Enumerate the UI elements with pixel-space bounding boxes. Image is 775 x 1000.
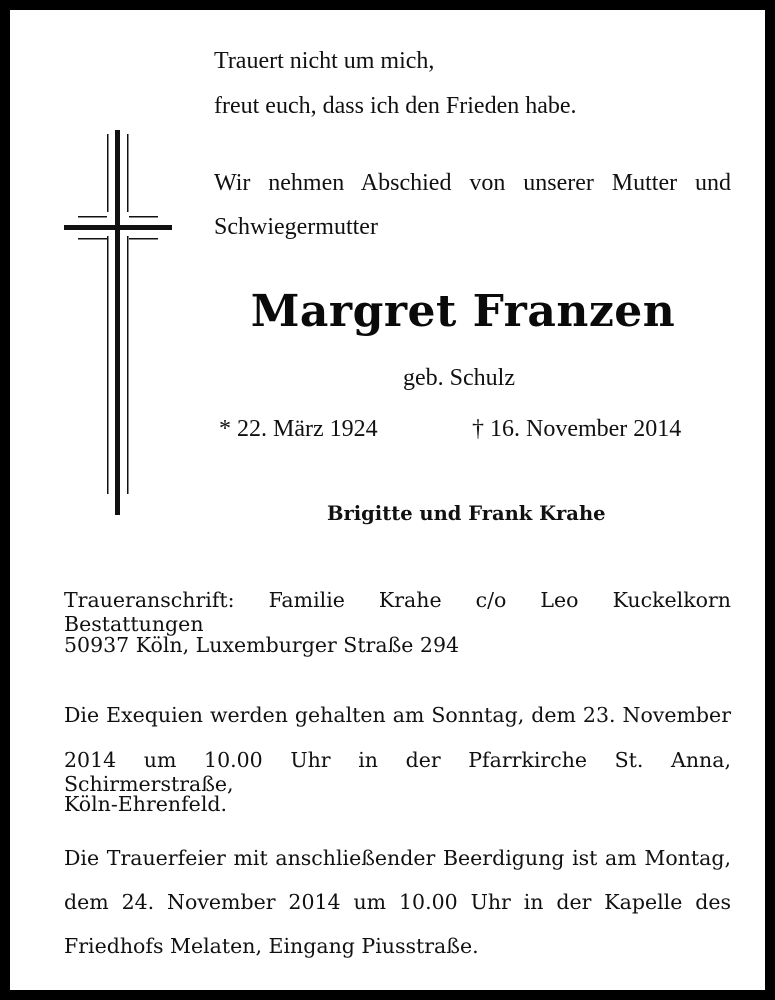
intro-line-1: Wir nehmen Abschied von unserer Mutter und — [214, 170, 731, 196]
deceased-name: Margret Franzen — [250, 286, 676, 337]
deceased-name-row — [10, 286, 775, 337]
funeral-line-2: dem 24. November 2014 um 10.00 Uhr in der Kapelle des — [64, 890, 731, 914]
birth-name: geb. Schulz — [403, 365, 515, 391]
poem-line-2: freut euch, dass ich den Frieden habe. — [214, 93, 577, 119]
funeral-line-1: Die Trauerfeier mit anschließender Beerdigung ist am Montag, — [64, 846, 731, 870]
exequien-line-2: 2014 um 10.00 Uhr in der Pfarrkirche St. Anna, Schirmerstraße, — [64, 748, 731, 796]
address-line-1: Traueranschrift: Familie Krahe c/o Leo Kuckelkorn Bestattungen — [64, 588, 731, 636]
poem-line-1: Trauert nicht um mich, — [214, 48, 435, 74]
address-line-2: 50937 Köln, Luxemburger Straße 294 — [64, 633, 460, 657]
exequien-line-1: Die Exequien werden gehalten am Sonntag, dem 23. November — [64, 703, 731, 727]
birth-date: * 22. März 1924 — [219, 416, 378, 442]
funeral-line-3: Friedhofs Melaten, Eingang Piusstraße. — [64, 934, 479, 958]
intro-line-2: Schwiegermutter — [214, 214, 378, 240]
mourners: Brigitte und Frank Krahe — [327, 502, 606, 525]
exequien-line-3: Köln-Ehrenfeld. — [64, 792, 228, 816]
death-date: † 16. November 2014 — [472, 416, 682, 442]
